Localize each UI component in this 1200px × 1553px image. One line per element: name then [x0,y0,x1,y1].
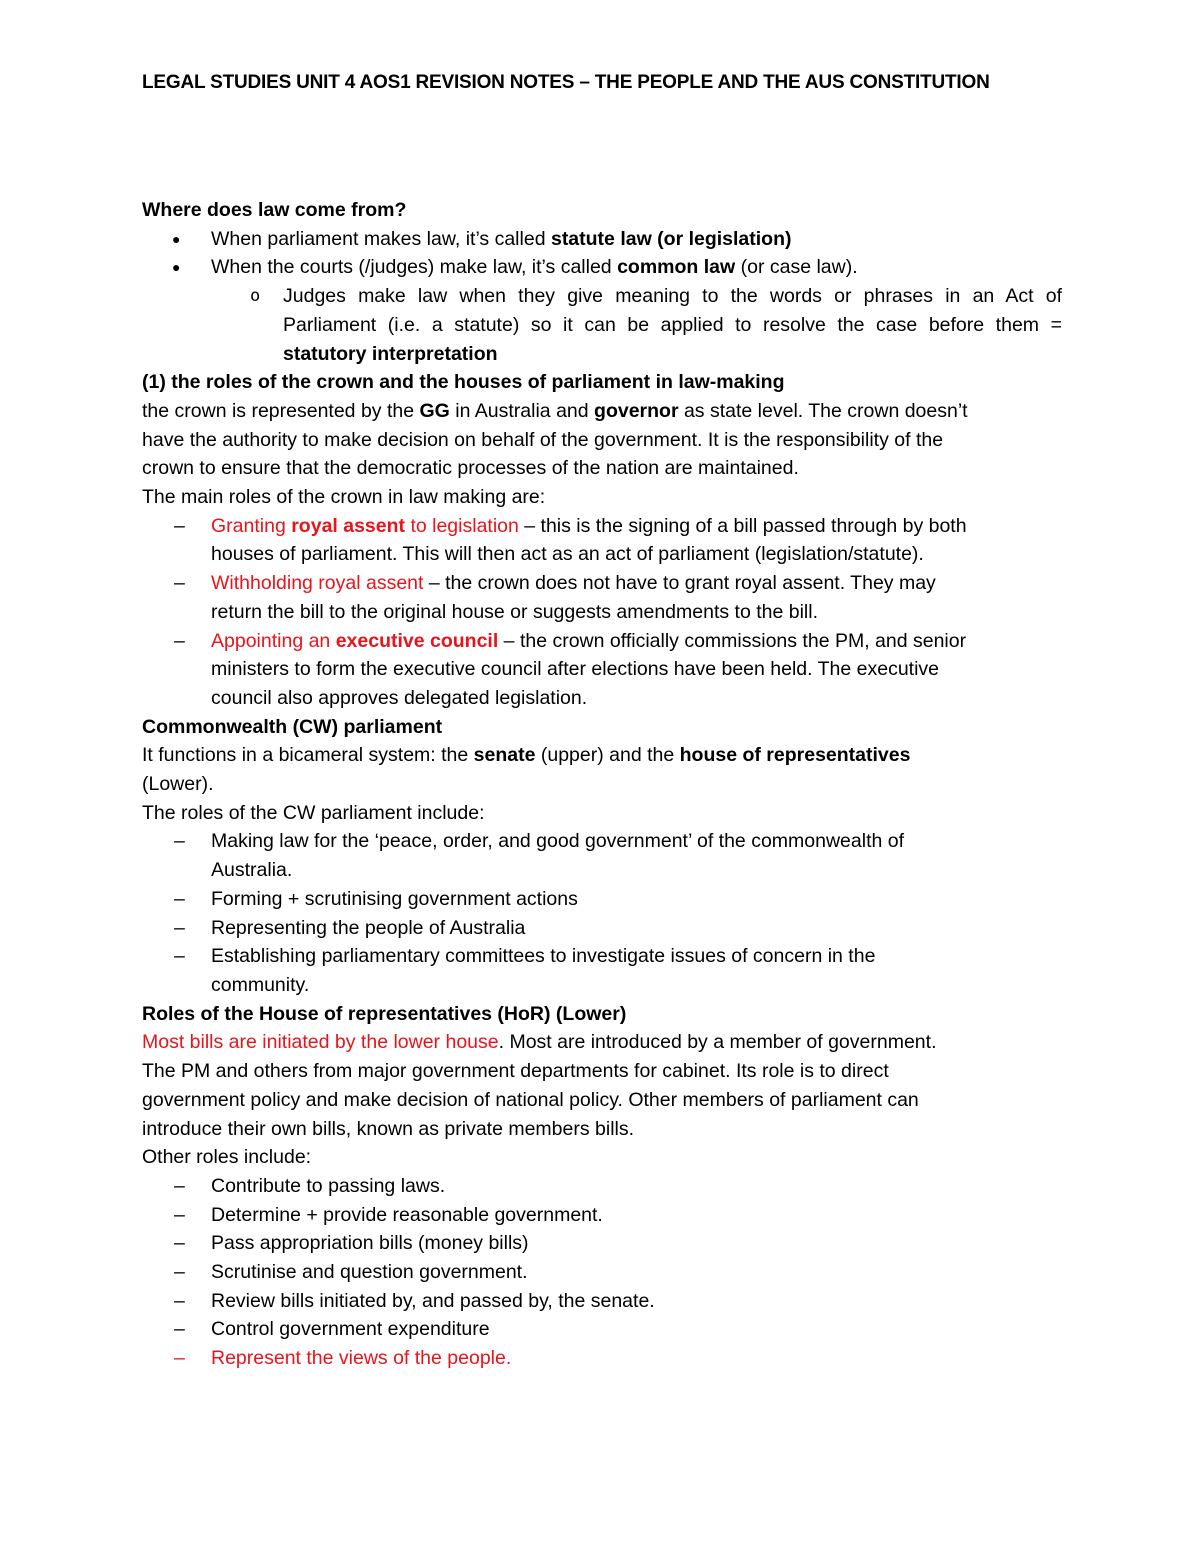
list-item: – Pass appropriation bills (money bills) [142,1229,1062,1258]
dash-marker: – [174,830,185,853]
dash-marker: – [174,1174,185,1197]
bullet-item-common-law: ● When the courts (/judges) make law, it’s called common law (or case law). [142,253,1062,282]
paragraph-main-roles: The main roles of the crown in law making are: [142,486,546,509]
dash-marker: – [174,572,185,595]
dash-marker: – [174,1347,185,1370]
dash-marker: – [174,629,185,652]
dash-marker: – [174,1232,185,1255]
sub-bullet-statutory-interpretation: o Judges make law when they give meaning to the words or phrases in an Act of Parliament (i.e. a statute) so it can be applied to resolve the case before them = statutory interpretation [142,282,1062,368]
list-item-representing-people: – Representing the people of Australia [142,914,1062,943]
document-title: LEGAL STUDIES UNIT 4 AOS1 REVISION NOTES – THE PEOPLE AND THE AUS CONSTITUTION [142,72,990,93]
dash-marker: – [174,1261,185,1284]
list-item: – Determine + provide reasonable government. [142,1201,1062,1230]
section-heading-cw-parliament: Commonwealth (CW) parliament [142,715,443,738]
list-item: – Review bills initiated by, and passed by, the senate. [142,1287,1062,1316]
dash-marker: – [174,945,185,968]
list-item-committees: – Establishing parliamentary committees to investigate issues of concern in the community. [142,942,1062,999]
section-heading-where-law-from: Where does law come from? [142,199,407,221]
dash-marker: – [174,916,185,939]
paragraph-other-roles: Other roles include: [142,1146,312,1169]
dash-marker: – [174,1289,185,1312]
dash-marker: – [174,887,185,910]
list-item: – Scrutinise and question government. [142,1258,1062,1287]
dash-marker: – [174,1203,185,1226]
paragraph-crown: the crown is represented by the GG in Australia and governor as state level. The crown doesn’t have the authority to make decision on behalf of the government. It is the responsibility of the crown to ensure that the democratic processes of the nation are maintained. [142,399,968,480]
dash-marker: – [174,1318,185,1341]
paragraph-bicameral: It functions in a bicameral system: the senate (upper) and the house of representatives (Lower). [142,744,911,796]
list-item-withholding-royal-assent: – Withholding royal assent – the crown does not have to grant royal assent. They may return the bill to the original house or suggests amendments to the bill. [142,569,1062,626]
bullet-marker: ● [172,259,181,276]
bullet-item-statute-law: ● When parliament makes law, it’s called statute law (or legislation) [142,225,1062,254]
list-item-granting-royal-assent: – Granting royal assent to legislation – this is the signing of a bill passed through by both houses of parliament. This will then act as an act of parliament (legislation/statute). [142,512,1062,569]
list-item-appointing-executive-council: – Appointing an executive council – the crown officially commissions the PM, and senior ministers to form the executive council after elections have been held. The executive council also approves delegated legislation. [142,627,1062,713]
dash-marker: – [174,514,185,537]
list-item-making-law: – Making law for the ‘peace, order, and good government’ of the commonwealth of Australia. [142,827,1062,884]
list-item-represent-views: – Represent the views of the people. [142,1344,1062,1373]
list-item-forming-scrutinising: – Forming + scrutinising government actions [142,885,1062,914]
paragraph-hor: Most bills are initiated by the lower house. Most are introduced by a member of government. The PM and others from major government departments for cabinet. Its role is to direct government policy and make decision of national policy. Other members of parliament can introduce their own bills, known as private members bills. [142,1031,937,1140]
list-item: – Control government expenditure [142,1315,1062,1344]
list-item: – Contribute to passing laws. [142,1172,1062,1201]
sub-bullet-marker: o [250,286,261,307]
document-body [142,196,1062,1373]
bullet-marker: ● [172,230,181,247]
section-heading-roles-of-crown: (1) the roles of the crown and the houses of parliament in law-making [142,371,785,394]
paragraph-cw-roles: The roles of the CW parliament include: [142,801,485,824]
section-heading-hor-roles: Roles of the House of representatives (HoR) (Lower) [142,1002,627,1025]
